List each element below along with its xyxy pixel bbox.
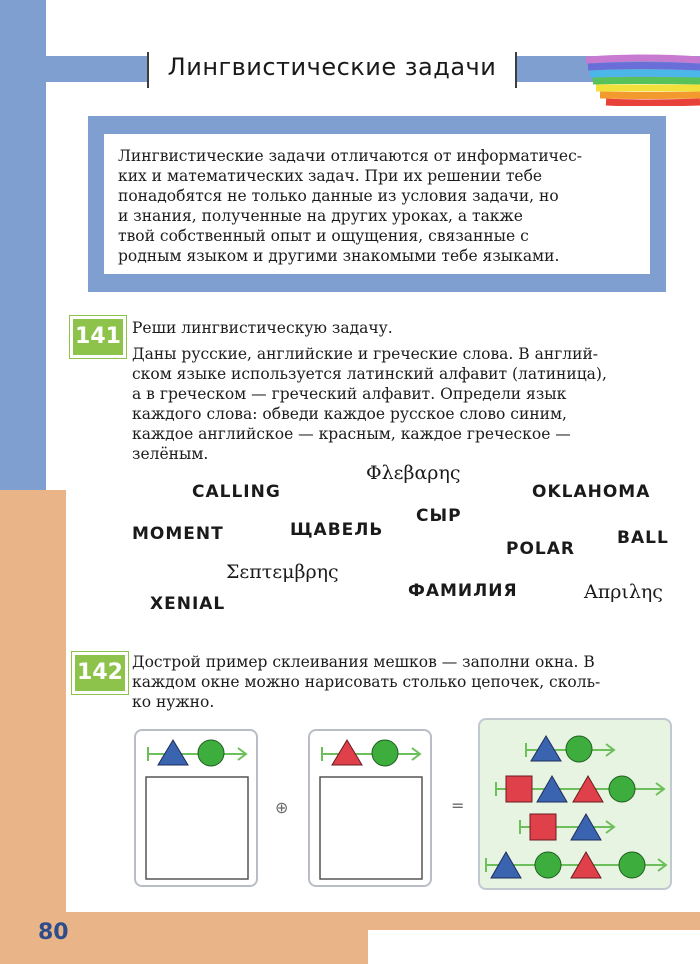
empty-window[interactable] <box>320 777 422 879</box>
chain-row-1 <box>526 736 614 762</box>
info-text <box>118 146 638 266</box>
bag-2-chain <box>310 731 430 885</box>
task-141-instruction: Реши лингвистическую задачу. <box>132 319 393 337</box>
page-number: 80 <box>38 920 69 945</box>
page-title: Лингвистические задачи <box>167 53 497 81</box>
left-blue-bar <box>0 0 46 490</box>
chain-row-4 <box>486 852 666 878</box>
chain-row-3 <box>520 814 614 840</box>
info-line: ких и математических задач. При их решении тебе <box>118 167 543 185</box>
word-oklahoma: OKLAHOMA <box>532 482 651 502</box>
info-line: и знания, полученные на других уроках, а также <box>118 207 523 225</box>
bag-card-1 <box>134 729 258 887</box>
task-142-line: Дострой пример склеивания мешков — заполни окна. В <box>132 653 595 671</box>
word-syr: СЫР <box>416 506 462 526</box>
word-xenial: XENIAL <box>150 594 226 614</box>
task-141-line: а в греческом — греческий алфавит. Определи язык <box>132 385 567 403</box>
task-142-badge: 142 <box>72 652 128 694</box>
equals-sign: = <box>451 796 465 815</box>
task-142-text <box>132 652 668 712</box>
word-ball: BALL <box>617 528 669 548</box>
chain-row-2 <box>496 776 664 802</box>
word-septemvris: Σεπτεμβρης <box>226 561 339 583</box>
bag-card-2 <box>308 729 432 887</box>
word-polar: POLAR <box>506 539 575 559</box>
word-calling: CALLING <box>192 482 281 502</box>
bag-1-chain <box>136 731 256 885</box>
task-141-text <box>132 344 668 464</box>
result-chains <box>480 720 670 888</box>
word-flebaris: Φλεβαρης <box>366 462 461 484</box>
plus-sign: ⊕ <box>275 798 289 817</box>
bottom-orange-strip <box>66 912 700 930</box>
task-141-line: зелёным. <box>132 445 209 463</box>
task-142-line: каждом окне можно нарисовать столько цепочек, сколь- <box>132 673 601 691</box>
info-line: понадобятся не только данные из условия задачи, но <box>118 187 559 205</box>
bottom-orange-block <box>66 930 368 964</box>
left-orange-bar <box>0 490 66 964</box>
word-familiya: ФАМИЛИЯ <box>408 581 518 601</box>
task-141-line: каждого слова: обведи каждое русское слово синим, <box>132 405 567 423</box>
task-141-line: Даны русские, английские и греческие слова. В англий- <box>132 345 599 363</box>
info-line: твой собственный опыт и ощущения, связанные с <box>118 227 529 245</box>
rainbow-decoration <box>584 54 700 106</box>
word-shchavel: ЩАВЕЛЬ <box>290 520 384 540</box>
task-142-line: ко нужно. <box>132 693 215 711</box>
word-moment: MOMENT <box>132 524 224 544</box>
info-line: Лингвистические задачи отличаются от информатичес- <box>118 147 583 165</box>
bag-card-result <box>478 718 672 890</box>
empty-window[interactable] <box>146 777 248 879</box>
task-141-badge: 141 <box>70 316 126 358</box>
task-141-line: каждое английское — красным, каждое греческое — <box>132 425 571 443</box>
task-141-line: ском языке используется латинский алфавит (латиница), <box>132 365 607 383</box>
word-aprilis: Απριλης <box>584 581 663 603</box>
info-line: родным языком и другими знакомыми тебе языками. <box>118 247 560 265</box>
